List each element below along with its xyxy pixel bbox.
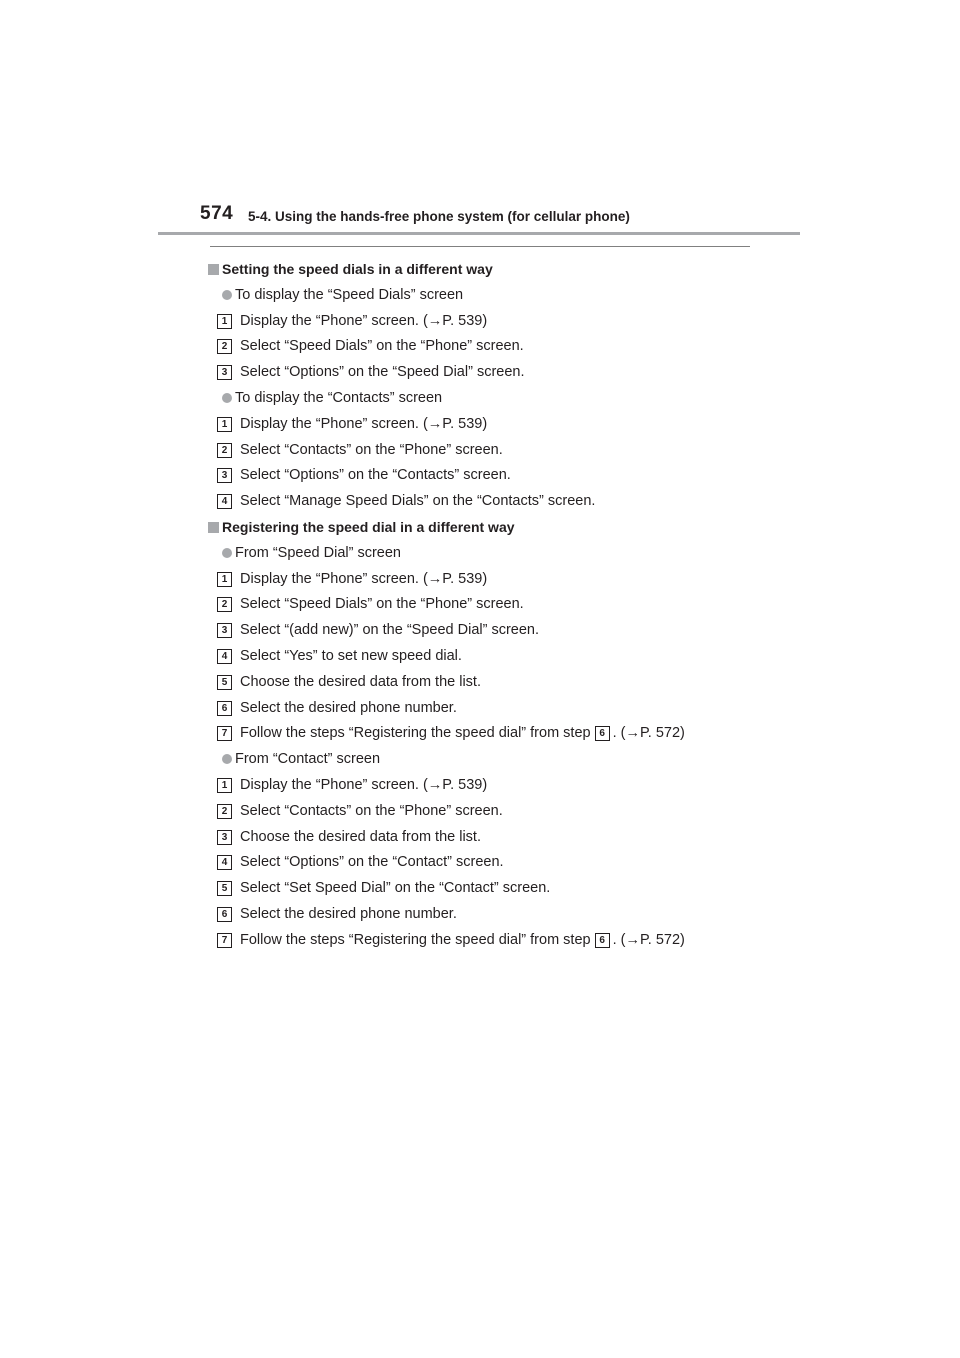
step-number-badge: 2 (217, 339, 232, 354)
step-item (208, 438, 768, 464)
step-text: Choose the desired data from the list. (240, 828, 481, 845)
step-text: Select “Speed Dials” on the “Phone” screen. (240, 596, 524, 613)
step-reference-badge: 6 (595, 726, 610, 741)
circle-bullet-icon (222, 290, 232, 300)
step-text: Choose the desired data from the list. (240, 673, 481, 690)
bullet-item (208, 747, 768, 773)
step-item (208, 799, 768, 825)
bullet-item (208, 386, 768, 412)
step-text: Select “Options” on the “Speed Dial” screen. (240, 364, 525, 381)
step-item (208, 309, 768, 335)
step-item (208, 463, 768, 489)
step-item (208, 721, 768, 747)
section-heading-text: Registering the speed dial in a different way (222, 518, 515, 535)
bullet-text: To display the “Contacts” screen (235, 389, 443, 406)
step-number-badge: 5 (217, 675, 232, 690)
step-text: Select “Contacts” on the “Phone” screen. (240, 802, 503, 819)
step-item (208, 360, 768, 386)
bullet-text: To display the “Speed Dials” screen (235, 286, 464, 303)
bullet-item (208, 283, 768, 309)
bullet-text: From “Speed Dial” screen (235, 544, 401, 561)
page-header (158, 203, 800, 235)
circle-bullet-icon (222, 548, 232, 558)
step-item (208, 618, 768, 644)
step-text: Follow the steps “Registering the speed dial” from step (240, 725, 591, 742)
step-item (208, 334, 768, 360)
step-reference-badge: 6 (595, 933, 610, 948)
step-text: Display the “Phone” screen. (→P. 539) (240, 570, 488, 587)
circle-bullet-icon (222, 393, 232, 403)
step-number-badge: 5 (217, 881, 232, 896)
step-text: Select “Set Speed Dial” on the “Contact” screen. (240, 880, 551, 897)
step-number-badge: 1 (217, 572, 232, 587)
circle-bullet-icon (222, 754, 232, 764)
step-number-badge: 7 (217, 933, 232, 948)
square-bullet-icon (208, 522, 219, 533)
section-heading (208, 515, 768, 541)
step-number-badge: 6 (217, 907, 232, 922)
page-reference-text: . (→P. 572) (612, 931, 685, 948)
step-text: Display the “Phone” screen. (→P. 539) (240, 776, 488, 793)
step-number-badge: 4 (217, 649, 232, 664)
sub-rule (210, 246, 750, 247)
step-item (208, 825, 768, 851)
step-item (208, 670, 768, 696)
section-heading-text: Setting the speed dials in a different way (222, 261, 493, 277)
step-item (208, 773, 768, 799)
step-item (208, 644, 768, 670)
step-item (208, 876, 768, 902)
step-item (208, 567, 768, 593)
step-text: Select “(add new)” on the “Speed Dial” screen. (240, 622, 540, 639)
header-rule (158, 232, 800, 235)
step-text: Display the “Phone” screen. (→P. 539) (240, 415, 488, 432)
page-reference-text: . (→P. 572) (612, 725, 685, 742)
page-content (208, 257, 768, 954)
bullet-item (208, 541, 768, 567)
page-number: 574 (200, 203, 234, 224)
step-text: Display the “Phone” screen. (→P. 539) (240, 312, 488, 329)
step-text: Select “Speed Dials” on the “Phone” screen. (240, 338, 524, 355)
step-item (208, 592, 768, 618)
step-number-badge: 7 (217, 726, 232, 741)
step-text: Select the desired phone number. (240, 905, 457, 922)
step-text: Select “Manage Speed Dials” on the “Contacts” screen. (240, 493, 596, 510)
step-number-badge: 2 (217, 597, 232, 612)
step-number-badge: 6 (217, 701, 232, 716)
step-number-badge: 2 (217, 443, 232, 458)
step-number-badge: 1 (217, 778, 232, 793)
step-item (208, 412, 768, 438)
step-number-badge: 3 (217, 468, 232, 483)
step-number-badge: 3 (217, 365, 232, 380)
step-text: Select “Options” on the “Contact” screen. (240, 854, 504, 871)
step-text: Select “Options” on the “Contacts” screen. (240, 467, 511, 484)
step-number-badge: 2 (217, 804, 232, 819)
step-number-badge: 4 (217, 855, 232, 870)
step-text: Follow the steps “Registering the speed dial” from step (240, 931, 591, 948)
section-title: 5-4. Using the hands-free phone system (for cellular phone) (248, 209, 630, 224)
section-heading (208, 257, 768, 283)
step-number-badge: 3 (217, 623, 232, 638)
square-bullet-icon (208, 264, 219, 275)
step-item (208, 489, 768, 515)
step-text: Select “Yes” to set new speed dial. (240, 647, 462, 664)
step-item (208, 928, 768, 954)
step-item (208, 902, 768, 928)
step-number-badge: 1 (217, 314, 232, 329)
bullet-text: From “Contact” screen (235, 751, 381, 768)
step-item (208, 850, 768, 876)
step-number-badge: 3 (217, 830, 232, 845)
step-text: Select the desired phone number. (240, 699, 457, 716)
step-text: Select “Contacts” on the “Phone” screen. (240, 441, 503, 458)
step-number-badge: 1 (217, 417, 232, 432)
step-item (208, 696, 768, 722)
step-number-badge: 4 (217, 494, 232, 509)
